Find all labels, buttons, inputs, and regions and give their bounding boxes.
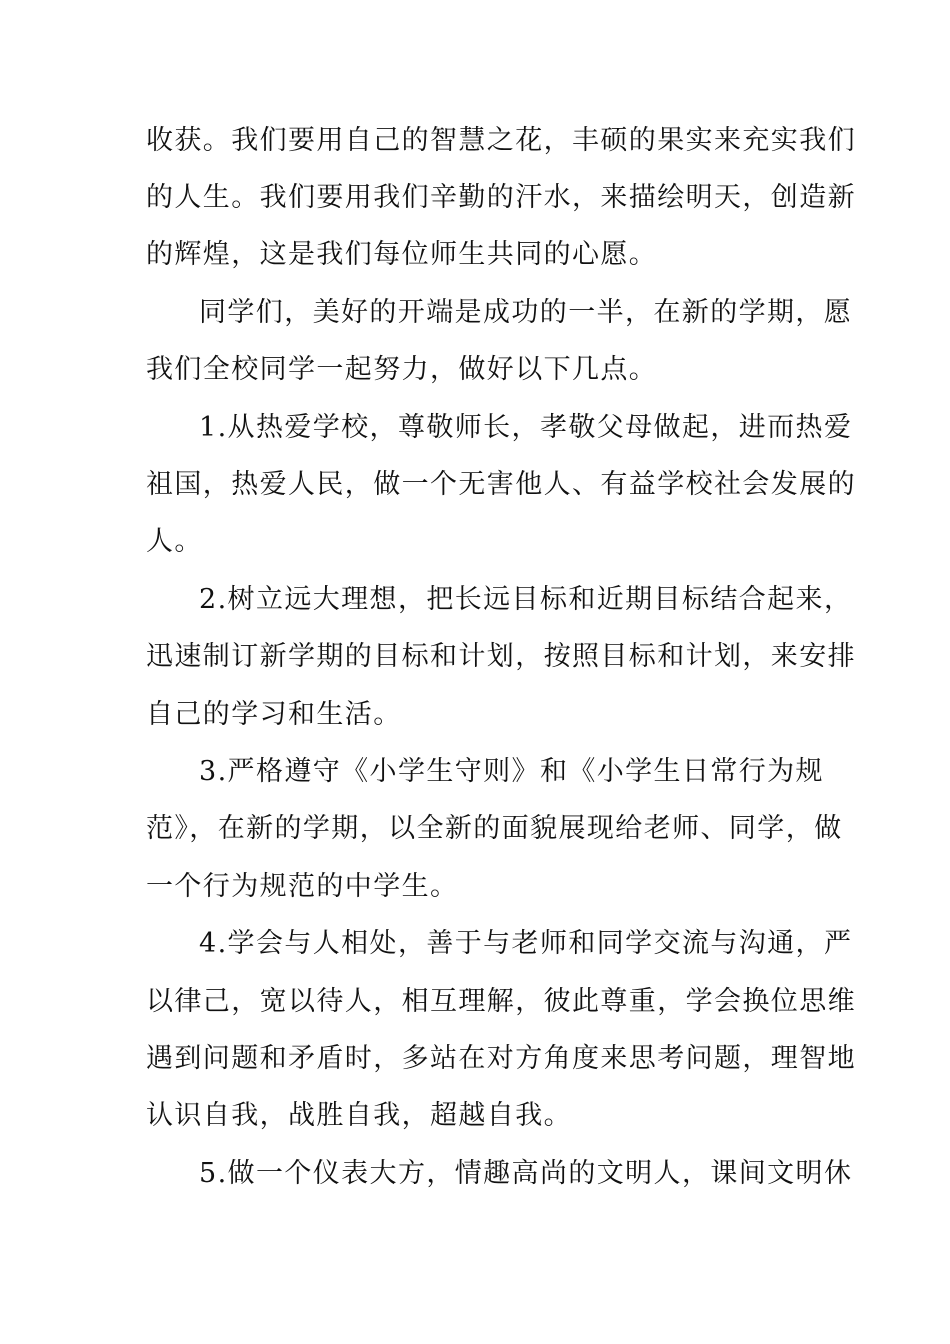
text-line: 的人生。我们要用我们辛勤的汗水，来描绘明天，创造新 <box>146 182 856 213</box>
text-line: 认识自我，战胜自我，超越自我。 <box>146 1100 572 1131</box>
text-line: 4.学会与人相处，善于与老师和同学交流与沟通，严 <box>199 928 853 959</box>
text-line: 3.严格遵守《小学生守则》和《小学生日常行为规 <box>199 756 824 787</box>
text-line: 的辉煌，这是我们每位师生共同的心愿。 <box>146 239 658 270</box>
text-line: 迅速制订新学期的目标和计划，按照目标和计划，来安排 <box>146 641 856 672</box>
text-line: 以律己，宽以待人，相互理解，彼此尊重，学会换位思维 <box>146 986 856 1017</box>
text-line: 自己的学习和生活。 <box>146 699 402 730</box>
text-line: 同学们，美好的开端是成功的一半，在新的学期，愿 <box>199 297 853 328</box>
text-line: 一个行为规范的中学生。 <box>146 871 459 902</box>
text-line: 祖国，热爱人民，做一个无害他人、有益学校社会发展的 <box>146 469 856 500</box>
text-line: 2.树立远大理想，把长远目标和近期目标结合起来， <box>199 584 853 615</box>
text-line: 我们全校同学一起努力，做好以下几点。 <box>146 354 658 385</box>
text-line: 收获。我们要用自己的智慧之花，丰硕的果实来充实我们 <box>146 125 856 156</box>
text-line: 遇到问题和矛盾时，多站在对方角度来思考问题，理智地 <box>146 1043 856 1074</box>
text-line: 1.从热爱学校，尊敬师长，孝敬父母做起，进而热爱 <box>199 412 853 443</box>
text-line: 5.做一个仪表大方，情趣高尚的文明人，课间文明休 <box>199 1158 853 1189</box>
text-line: 人。 <box>146 526 203 557</box>
text-line: 范》，在新的学期，以全新的面貌展现给老师、同学，做 <box>146 813 843 844</box>
